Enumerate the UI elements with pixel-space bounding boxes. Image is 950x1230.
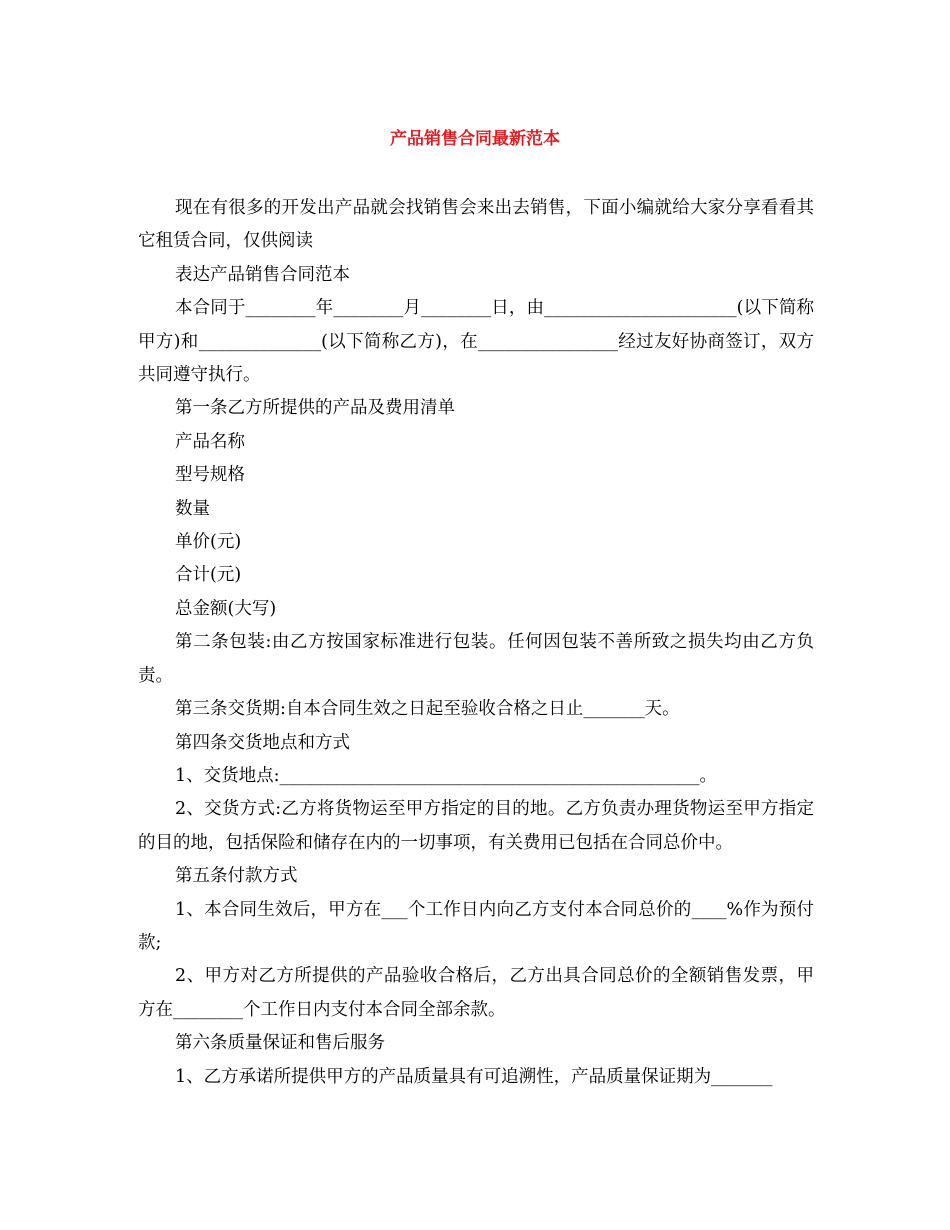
document-title: 产品销售合同最新范本	[390, 129, 560, 149]
contract-preamble: 本合同于________年________月________日，由______________________(以下简称甲方)和______________(以下简称乙方)，在________________经过友好协商签订，双方共同遵守执行。	[138, 298, 814, 386]
payment-clause-1: 1、本合同生效后，甲方在___个工作日内向乙方支付本合同总价的____%作为预付款;	[138, 899, 814, 953]
article-3-delivery-period: 第三条交货期:自本合同生效之日起至验收合格之日止_______天。	[175, 699, 680, 720]
article-1-heading: 第一条乙方所提供的产品及费用清单	[175, 398, 455, 419]
payment-clause-2: 2、甲方对乙方所提供的产品验收合格后，乙方出具合同总价的全额销售发票，甲方在________个工作日内支付本合同全部余款。	[138, 966, 814, 1020]
intro-paragraph: 现在有很多的开发出产品就会找销售会来出去销售，下面小编就给大家分享看看其它租赁合同，仅供阅读	[138, 198, 814, 252]
list-item-quantity: 数量	[175, 498, 210, 519]
list-item-subtotal: 合计(元)	[175, 565, 242, 586]
article-2-packaging: 第二条包装:由乙方按国家标准进行包装。任何因包装不善所致之损失均由乙方负责。	[138, 632, 814, 686]
article-4-heading: 第四条交货地点和方式	[175, 732, 350, 753]
article-6-heading: 第六条质量保证和售后服务	[175, 1033, 385, 1054]
quality-clause-1: 1、乙方承诺所提供甲方的产品质量具有可追溯性，产品质量保证期为_______	[175, 1066, 773, 1087]
document-body	[138, 192, 814, 1094]
article-5-heading: 第五条付款方式	[175, 866, 298, 887]
list-item-product-name: 产品名称	[175, 431, 245, 452]
delivery-method: 2、交货方式:乙方将货物运至甲方指定的目的地。乙方负责办理货物运至甲方指定的目的地，包括保险和储存在内的一切事项，有关费用已包括在合同总价中。	[138, 799, 814, 853]
list-item-model-spec: 型号规格	[175, 465, 245, 486]
list-item-unit-price: 单价(元)	[175, 532, 242, 553]
list-item-total-amount: 总金额(大写)	[175, 598, 277, 619]
delivery-location: 1、交货地点:________________________________________________。	[175, 765, 718, 786]
section-heading: 表达产品销售合同范本	[175, 264, 350, 285]
